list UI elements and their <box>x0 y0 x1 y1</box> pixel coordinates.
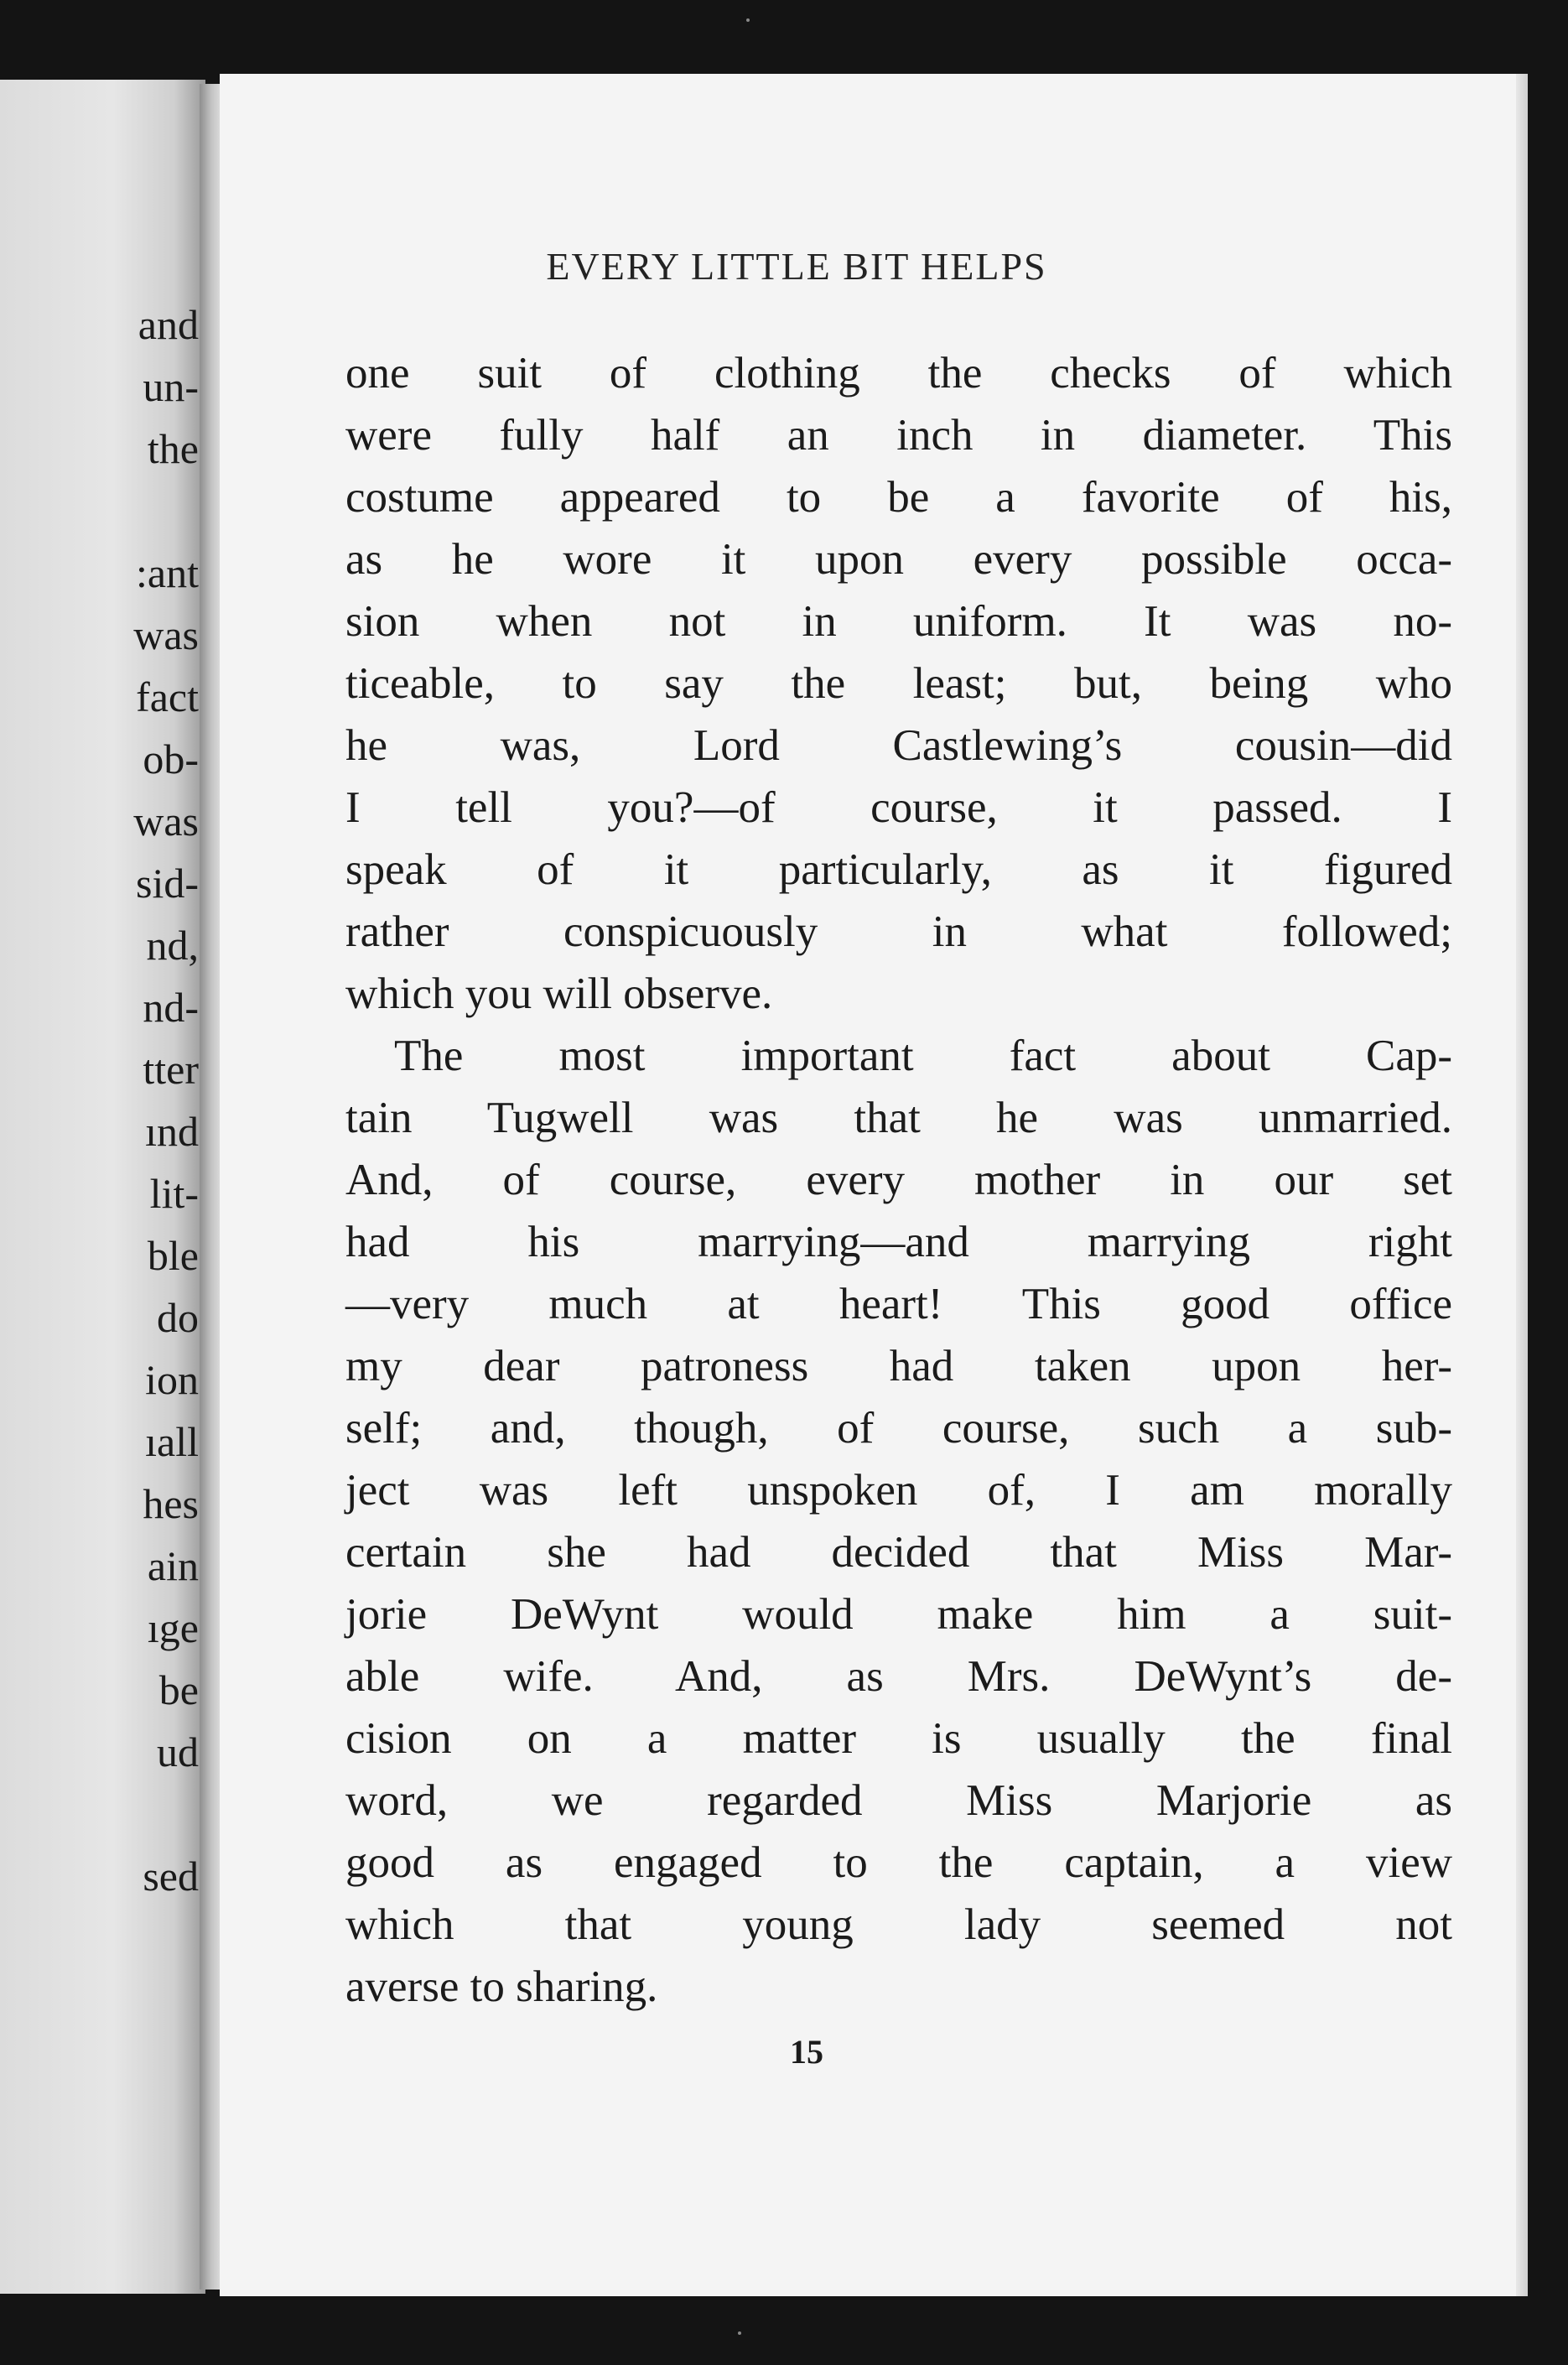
text-line: he was, Lord Castlewing’s cousin—did <box>345 721 1452 770</box>
left-page-line-fragment: lit- <box>149 1170 199 1217</box>
text-line: sion when not in uniform. It was no- <box>345 597 1452 646</box>
left-page-line-fragment: ıall <box>145 1418 199 1465</box>
text-line: jorie DeWynt would make him a suit- <box>345 1590 1452 1639</box>
text-line: costume appeared to be a favorite of his, <box>345 473 1452 522</box>
left-page-line-fragment: the <box>147 425 199 472</box>
left-page-line-fragment: hes <box>143 1480 199 1527</box>
left-page-line-fragment: was <box>133 611 199 658</box>
text-line: had his marrying—and marrying right <box>345 1218 1452 1266</box>
text-line: my dear patroness had taken upon her- <box>345 1342 1452 1390</box>
text-line: —very much at heart! This good office <box>345 1280 1452 1328</box>
text-line: rather conspicuously in what followed; <box>345 907 1452 956</box>
left-page-line-fragment: ble <box>147 1232 199 1279</box>
text-line: able wife. And, as Mrs. DeWynt’s de- <box>345 1652 1452 1701</box>
page-edge <box>1516 74 1528 2296</box>
left-page-line-fragment: sed <box>143 1853 199 1900</box>
left-page-line-fragment: ob- <box>143 735 199 782</box>
left-page-line-fragment: ıge <box>147 1604 199 1651</box>
left-page-line-fragment: fact <box>136 673 199 720</box>
text-line: self; and, though, of course, such a sub- <box>345 1404 1452 1453</box>
text-line: ticeable, to say the least; but, being who <box>345 659 1452 708</box>
text-line: which you will observe. <box>345 969 773 1018</box>
dust-speck <box>738 2331 741 2335</box>
text-line: averse to sharing. <box>345 1962 658 2011</box>
text-line: one suit of clothing the checks of which <box>345 349 1452 398</box>
left-page-line-fragment: nd- <box>143 984 199 1031</box>
text-line: I tell you?—of course, it passed. I <box>345 783 1452 832</box>
left-page-line-fragment: ud <box>157 1728 199 1775</box>
page-body-text <box>345 342 1452 2018</box>
text-line: were fully half an inch in diameter. This <box>345 411 1452 460</box>
left-page-line-fragment: do <box>157 1294 199 1341</box>
text-line: tain Tugwell was that he was unmarried. <box>345 1094 1452 1142</box>
left-page-line-fragment: be <box>158 1666 199 1713</box>
text-line: ject was left unspoken of, I am morally <box>345 1466 1452 1515</box>
dust-speck <box>746 18 750 22</box>
text-line: cision on a matter is usually the final <box>345 1714 1452 1763</box>
left-page <box>0 80 205 2294</box>
text-line: certain she had decided that Miss Mar- <box>345 1528 1452 1577</box>
left-page-line-fragment: ion <box>145 1356 199 1403</box>
left-page-line-fragment: sid- <box>136 860 199 907</box>
text-line: word, we regarded Miss Marjorie as <box>345 1776 1452 1825</box>
text-line: which that young lady seemed not <box>345 1900 1452 1949</box>
left-page-line-fragment: un- <box>143 363 199 410</box>
left-page-line-fragment: ınd <box>145 1108 199 1155</box>
running-head: EVERY LITTLE BIT HELPS <box>546 245 1047 288</box>
left-page-line-fragment: was <box>133 798 199 845</box>
right-page <box>220 74 1528 2296</box>
page-number: 15 <box>790 2033 823 2071</box>
left-page-line-fragment: and <box>138 301 199 348</box>
text-line: speak of it particularly, as it figured <box>345 845 1452 894</box>
paragraph-first-line: The most important fact about Cap- <box>394 1032 1452 1080</box>
left-page-line-fragment: :ant <box>136 549 199 596</box>
left-page-line-fragment: tter <box>143 1046 199 1093</box>
text-line: as he wore it upon every possible occa- <box>345 535 1452 584</box>
left-page-line-fragment: ain <box>147 1542 199 1589</box>
left-page-line-fragment: nd, <box>146 922 199 969</box>
text-line: And, of course, every mother in our set <box>345 1156 1452 1204</box>
text-line: good as engaged to the captain, a view <box>345 1838 1452 1887</box>
